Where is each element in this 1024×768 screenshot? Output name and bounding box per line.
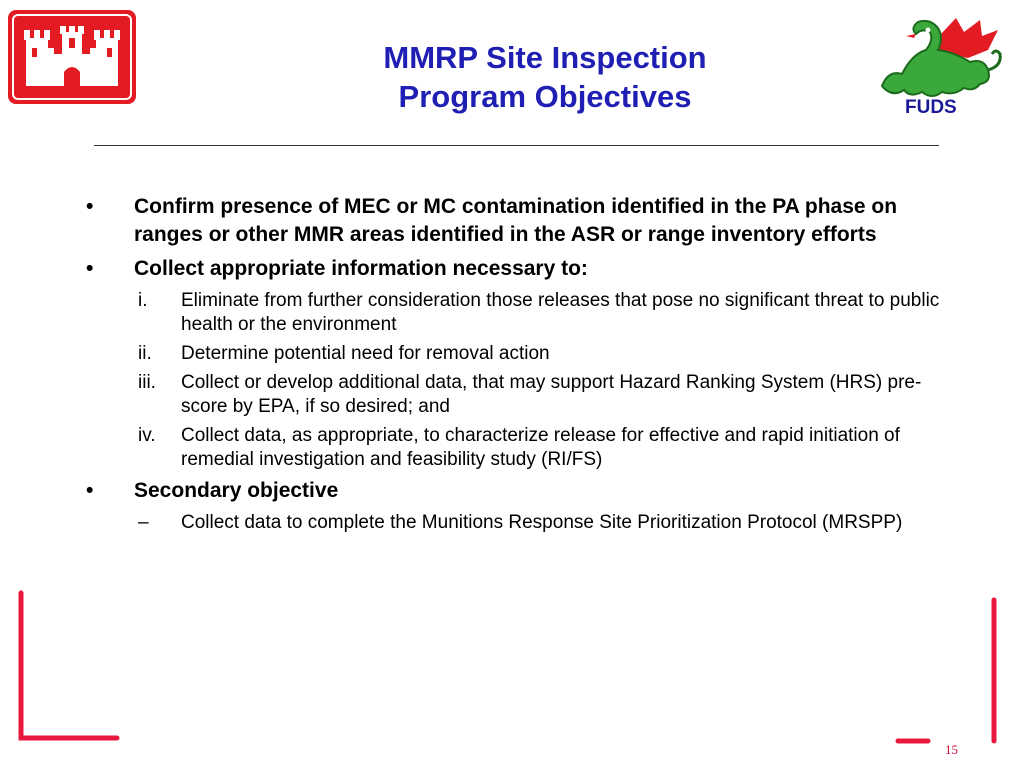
bullet-text: Confirm presence of MEC or MC contamination identified in the PA phase on ranges or other MMR areas identified in the ASR or range inventory efforts — [134, 195, 898, 246]
bullet-marker: • — [86, 257, 94, 280]
bullet-marker: • — [86, 479, 94, 502]
title-line-2: Program Objectives — [398, 79, 692, 114]
sub-item-marker: – — [138, 512, 149, 533]
sub-item-marker: iii. — [138, 372, 156, 393]
sub-item-marker: i. — [138, 290, 148, 311]
fuds-label: FUDS — [905, 97, 957, 118]
bottom-left-bracket — [21, 593, 117, 738]
sub-item-marker: ii. — [138, 343, 152, 364]
sub-item-text: Collect data, as appropriate, to characterize release for effective and rapid initiation of remedial investigation and feasibility study (RI/FS) — [181, 425, 900, 470]
sub-item-text: Eliminate from further consideration those releases that pose no significant threat to public health or the environment — [181, 290, 940, 335]
sub-item-text: Collect or develop additional data, that may support Hazard Ranking System (HRS) pre-score by EPA, if so desired; and — [181, 372, 922, 417]
sub-item-text: Collect data to complete the Munitions Response Site Prioritization Protocol (MRSPP) — [181, 512, 903, 533]
bullet-text: Collect appropriate information necessary to: — [134, 257, 588, 280]
sub-item-text: Determine potential need for removal action — [181, 343, 550, 364]
sub-item-marker: iv. — [138, 425, 156, 446]
bullet-marker: • — [86, 195, 94, 218]
bullet-text: Secondary objective — [134, 479, 339, 502]
title-line-1: MMRP Site Inspection — [383, 40, 707, 75]
page-number: 15 — [945, 742, 958, 757]
